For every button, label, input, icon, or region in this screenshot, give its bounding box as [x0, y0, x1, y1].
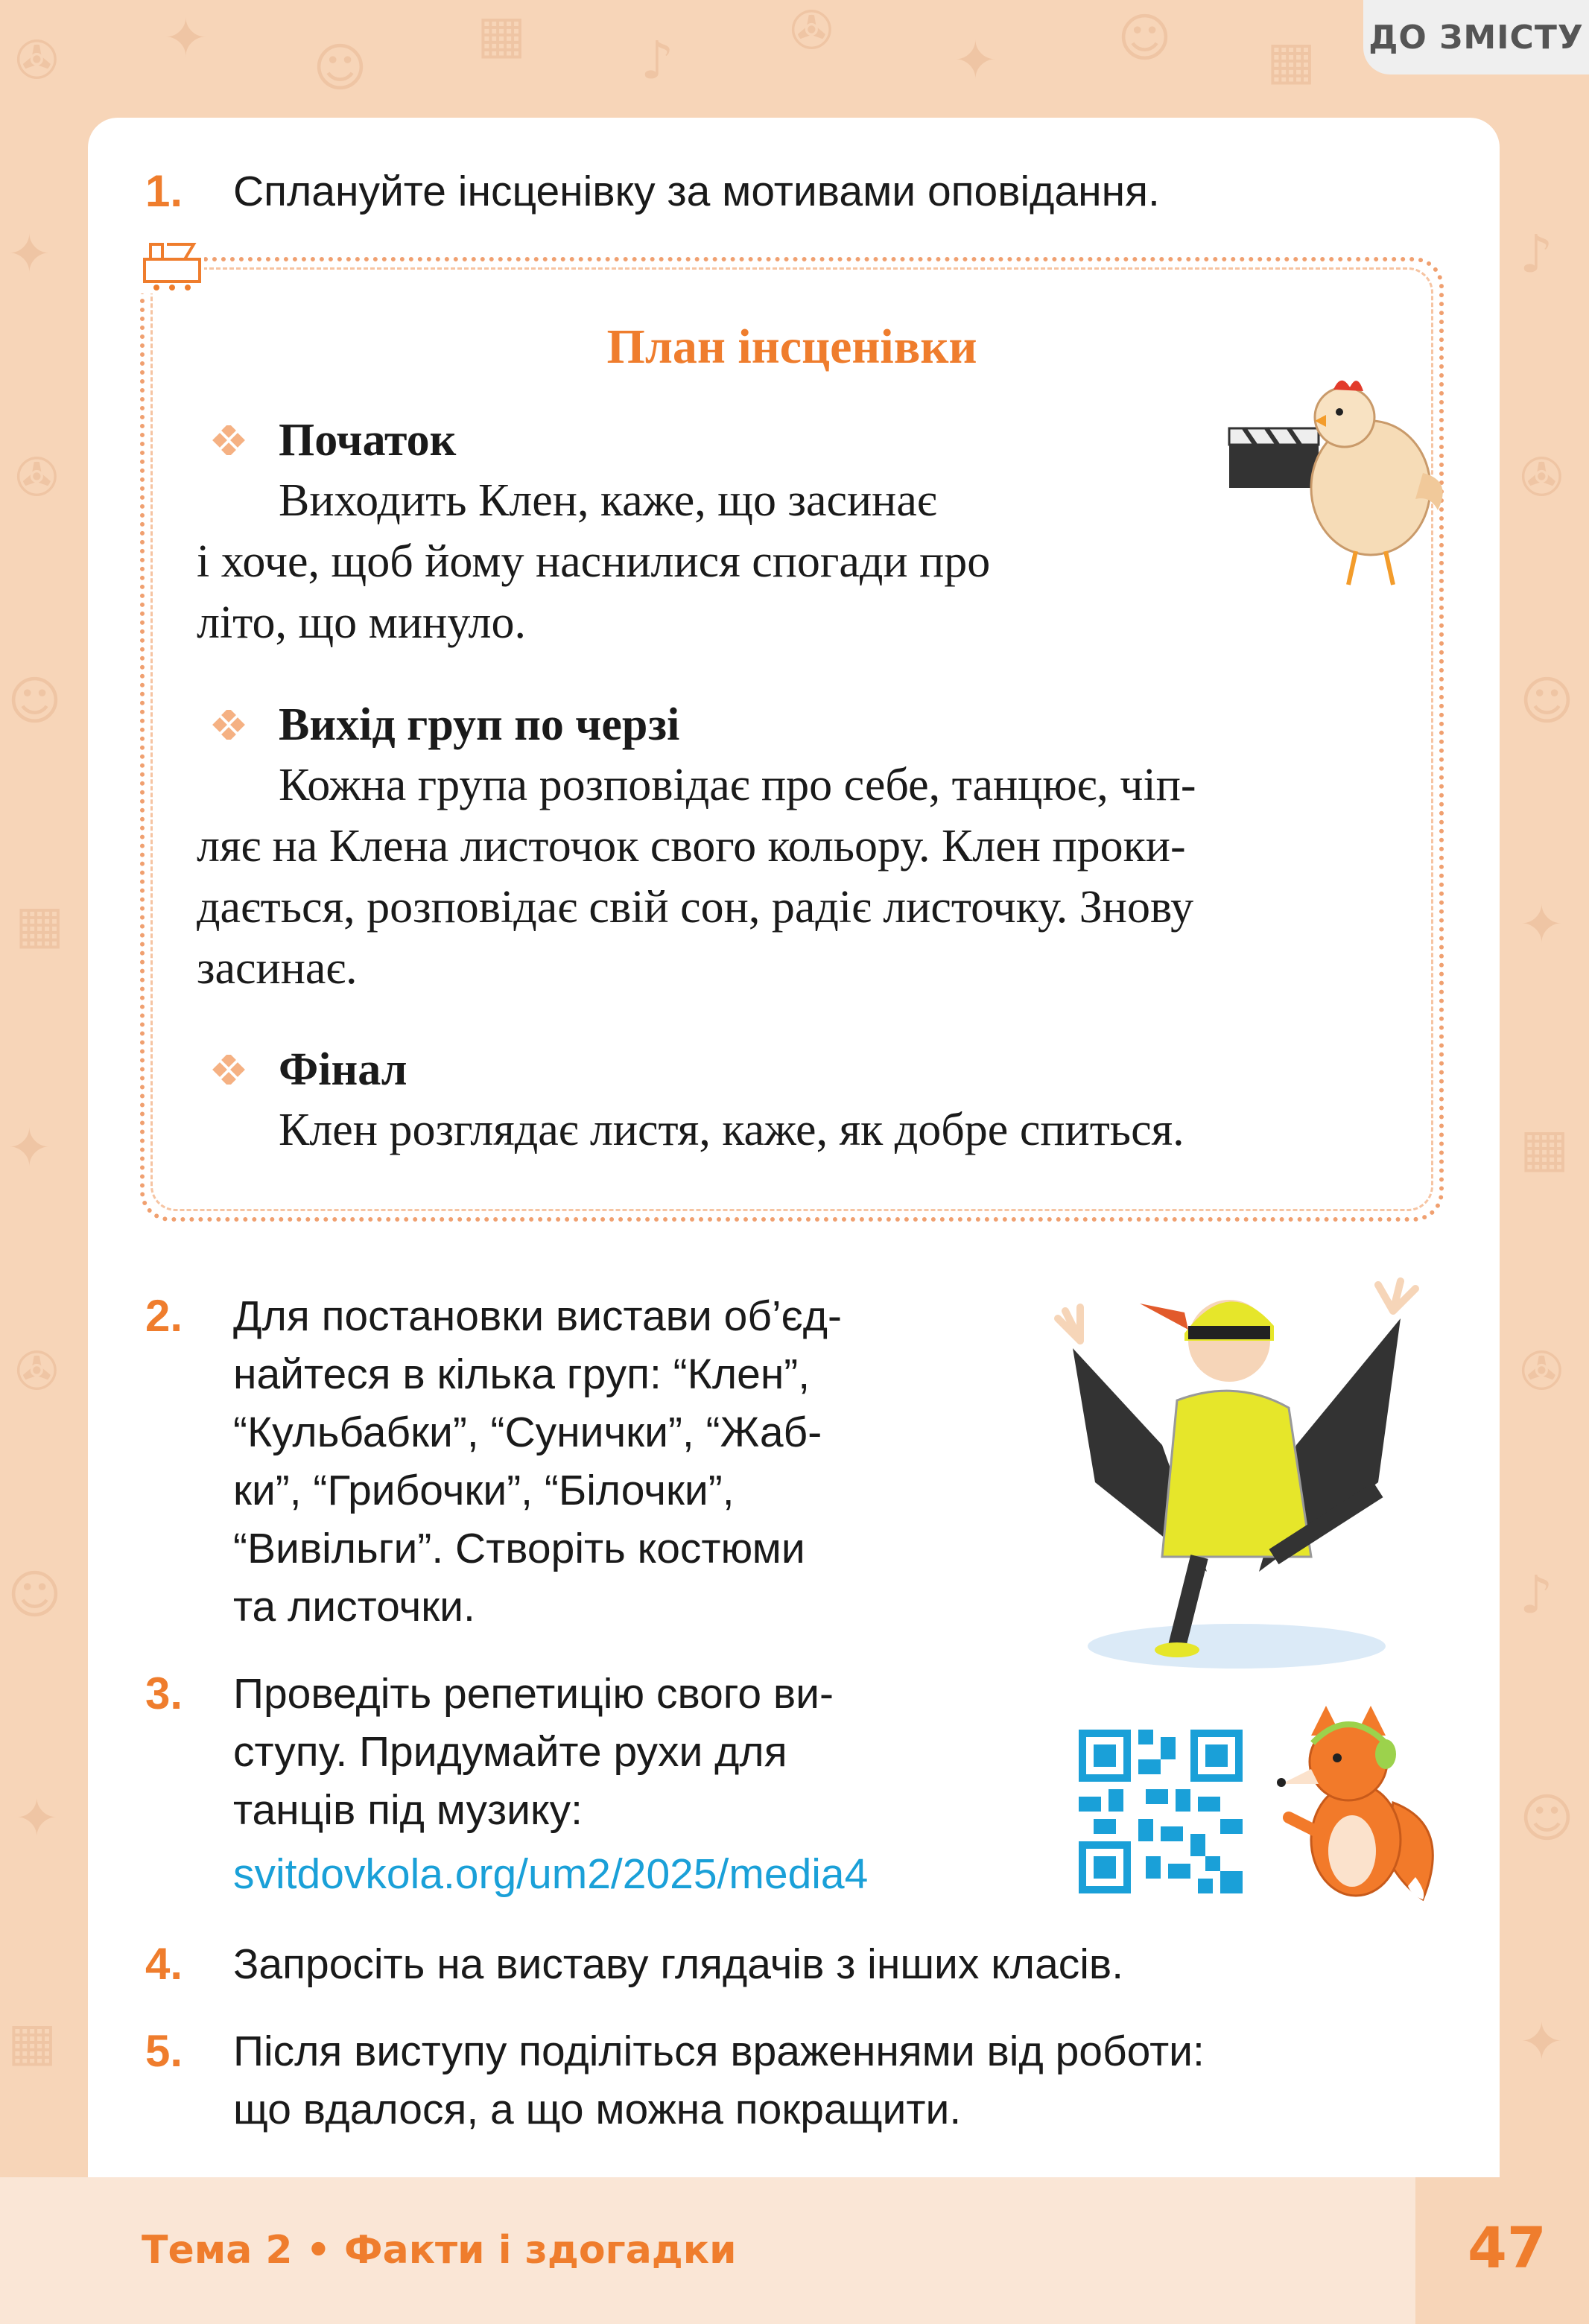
task-number: 1.: [145, 166, 183, 216]
task-text: Сплануйте інсценівку за мотивами оповідання.: [233, 168, 1160, 215]
mask-icon: ☺: [7, 670, 62, 731]
film-reel-icon: ✇: [790, 0, 834, 61]
task-4: [145, 1935, 1456, 1995]
diamond-bullet-icon: [209, 425, 253, 455]
fox-headphones-illustration: [1266, 1691, 1445, 1914]
hen-clapperboard-illustration: [1222, 369, 1460, 592]
qr-code-icon[interactable]: [1079, 1730, 1243, 1893]
clapperboard-icon: ▦: [1520, 1117, 1570, 1178]
plan-section-groups: [197, 695, 1404, 999]
music-note-icon: ♪: [1520, 223, 1553, 285]
film-reel-icon: ✇: [1520, 1341, 1564, 1402]
topic-title: Тема 2 • Факти і здогадки: [142, 2228, 737, 2273]
task-text: Для постановки вистави об’єд- найтеся в кілька груп: “Клен”, “Кульбабки”, “Сунички”, “Жаб- ки”, “Грибочки”, “Білочки”, “Вивільги”. Створіть костюми та листочки.: [233, 1292, 842, 1631]
mask-icon: ☺: [1520, 1788, 1574, 1849]
section-heading: Фінал: [197, 1040, 1404, 1099]
music-note-icon: ♪: [641, 30, 674, 91]
section-text: Виходить Клен, каже, що засинає і хоче, щоб йому наснилися спогади про літо, що минуло.: [197, 475, 991, 648]
star-icon: ✦: [7, 1117, 51, 1178]
mask-icon: ☺: [1520, 670, 1574, 731]
section-heading: Початок: [197, 410, 1202, 470]
plan-title: План інсценівки: [606, 320, 977, 374]
star-icon: ✦: [7, 223, 51, 285]
star-icon: ✦: [954, 30, 998, 91]
clapperboard-icon: ▦: [1266, 30, 1316, 91]
section-heading: Вихід груп по черзі: [197, 695, 1404, 755]
section-text: Клен розглядає листя, каже, як добре спиться.: [279, 1105, 1184, 1155]
task-text: Після виступу поділіться враженнями від роботи: що вдалося, а що можна покращити.: [233, 2028, 1205, 2133]
media-link[interactable]: svitdovkola.org/um2/2025/media4: [233, 1850, 869, 1898]
mask-icon: ☺: [1117, 7, 1172, 69]
toc-button[interactable]: ДО ЗМІСТУ: [1363, 0, 1589, 74]
star-icon: ✦: [1520, 894, 1564, 955]
task-text: Запросіть на виставу глядачів з інших класів.: [233, 1940, 1124, 1988]
task-text: Проведіть репетицію свого ви- ступу. Придумайте рухи для танців під музику: svitdovkola.org/um2/2025/media4: [233, 1665, 986, 1903]
task-number: 3.: [145, 1669, 183, 1718]
diamond-bullet-icon: [209, 710, 253, 740]
mask-icon: ☺: [313, 37, 367, 98]
music-note-icon: ♪: [1520, 1564, 1553, 1625]
film-reel-icon: ✇: [15, 1341, 59, 1402]
clapperboard-icon: ▦: [15, 894, 65, 955]
film-reel-icon: ✇: [1520, 447, 1564, 508]
page-number: 47: [1468, 2215, 1547, 2281]
bird-costume-dancer-illustration: [1028, 1259, 1445, 1676]
task-number: 5.: [145, 2026, 183, 2076]
star-icon: ✦: [1520, 2011, 1564, 2072]
star-icon: ✦: [164, 7, 208, 69]
diamond-bullet-icon: [209, 1055, 253, 1085]
plan-section-finale: [197, 1040, 1404, 1161]
theater-stage-icon: [140, 229, 204, 293]
star-icon: ✦: [15, 1788, 59, 1849]
clapperboard-icon: ▦: [7, 2011, 57, 2072]
task-1: [145, 162, 1449, 222]
page-footer: [0, 2177, 1589, 2324]
film-reel-icon: ✇: [15, 30, 59, 91]
task-number: 2.: [145, 1291, 183, 1341]
film-reel-icon: ✇: [15, 447, 59, 508]
section-text: Кожна група розповідає про себе, танцює, чіп- ляє на Клена листочок свого кольору. Клен проки- дається, розповідає свій сон, радіє листочку. Знову засинає.: [197, 760, 1196, 994]
clapperboard-icon: ▦: [477, 4, 527, 65]
plan-section-start: [197, 410, 1202, 653]
task-number: 4.: [145, 1939, 183, 1989]
mask-icon: ☺: [7, 1564, 62, 1625]
